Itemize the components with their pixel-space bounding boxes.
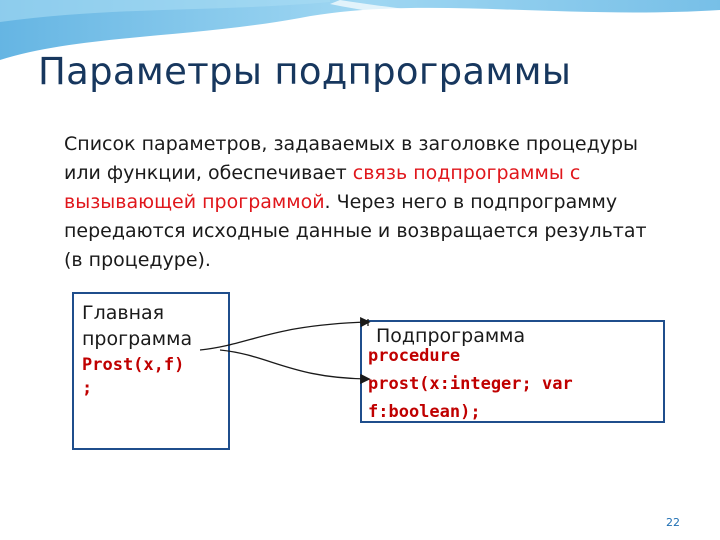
body-text-part2: . Через него в подпрограмму передаются исходные данные и возвращается результат (в процедуре).: [64, 191, 647, 271]
main-program-label: Главная программа: [82, 302, 193, 350]
body-paragraph: [64, 130, 664, 275]
arrow-f-to-param: [220, 350, 368, 379]
main-program-box: [72, 292, 230, 450]
subprogram-label: Подпрограмма: [376, 325, 526, 347]
subprogram-declaration-code: [368, 342, 668, 426]
subprogram-box: [360, 320, 665, 423]
body-text-part1: Список параметров, задаваемых в заголовке процедуры или функции, обеспечивает: [64, 133, 639, 184]
subprogram-declaration-text: procedure prost(x:integer; var f:boolean);: [368, 346, 573, 422]
page-number: 22: [666, 516, 680, 529]
slide-title: Параметры подпрограммы: [38, 50, 572, 93]
body-highlight: связь подпрограммы с вызывающей программой: [64, 162, 581, 213]
main-program-call-code: [82, 354, 227, 400]
main-program-call-text: Prost(x,f) ;: [82, 355, 185, 398]
